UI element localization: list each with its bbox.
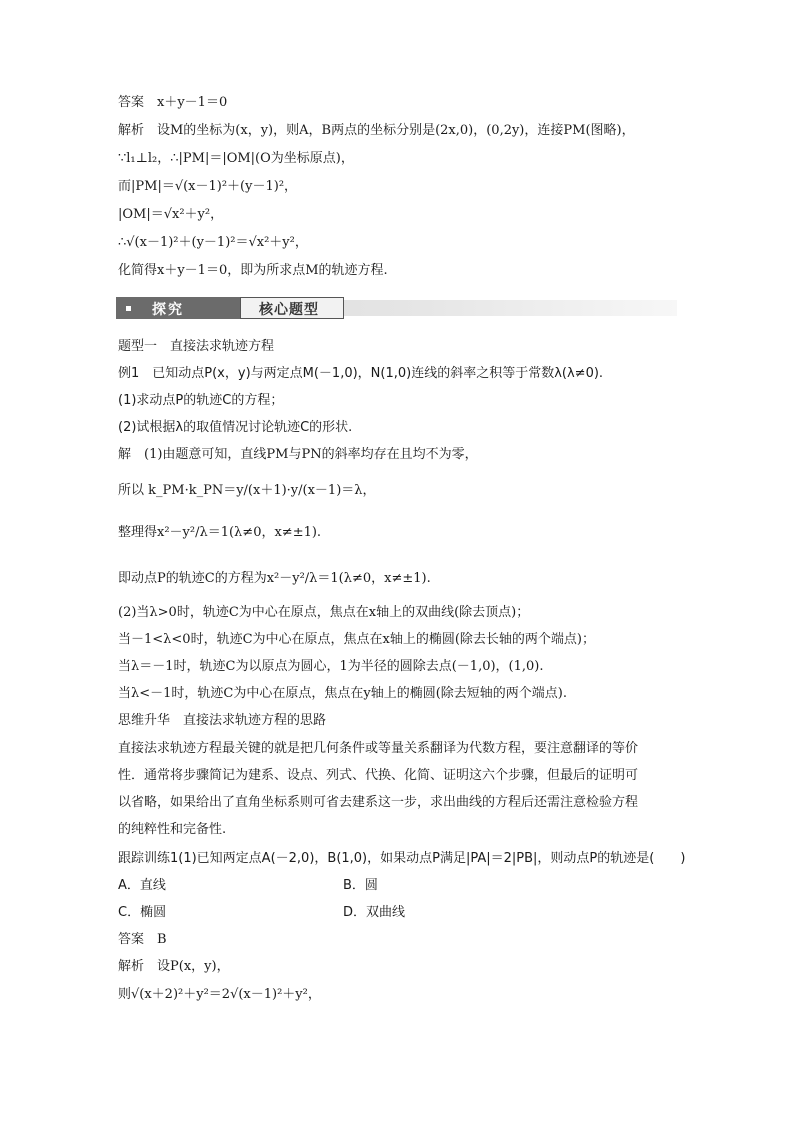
solution-line: 整理得x²－y²/λ＝1(λ≠0，x≠±1). <box>118 525 322 540</box>
banner-tab-explore <box>116 297 240 319</box>
question-1: (1)求动点P的轨迹C的方程； <box>118 393 284 408</box>
solution-line: 当－1<λ<0时，轨迹C为中心在原点，焦点在x轴上的椭圆(除去长轴的两个端点)； <box>118 632 595 647</box>
option-a: A．直线 <box>118 878 166 893</box>
summary-line: 性．通常将步骤简记为建系、设点、列式、代换、化简、证明这六个步骤，但最后的证明可 <box>118 768 639 783</box>
summary-line: 的纯粹性和完备性. <box>118 822 227 837</box>
analysis-line: 化简得x＋y－1＝0，即为所求点M的轨迹方程. <box>118 263 388 278</box>
answer-line: 答案 x＋y－1＝0 <box>118 95 228 110</box>
solution-line: 所以 k_PM·k_PN＝y/(x＋1)·y/(x－1)＝λ， <box>118 483 376 498</box>
banner-tab-core-label: 核心题型 <box>259 302 319 318</box>
section-title: 题型一 直接法求轨迹方程 <box>118 339 275 354</box>
example-statement: 例1 已知动点P(x，y)与两定点M(－1,0)，N(1,0)连线的斜率之积等于常数λ(λ≠0). <box>118 366 604 381</box>
option-b: B．圆 <box>343 878 378 893</box>
summary-line: 直接法求轨迹方程最关键的就是把几何条件或等量关系翻译为代数方程，要注意翻译的等价 <box>118 741 639 756</box>
summary-line: 以省略，如果给出了直角坐标系则可省去建系这一步，求出曲线的方程后还需注意检验方程 <box>118 795 639 810</box>
analysis-line: 而|PM|＝√(x－1)²＋(y－1)²， <box>118 179 298 194</box>
summary-title: 思维升华 直接法求轨迹方程的思路 <box>118 713 327 728</box>
section-banner <box>116 297 677 319</box>
exercise-analysis: 则√(x＋2)²＋y²＝2√(x－1)²＋y²， <box>118 987 321 1002</box>
analysis-line: ∵l₁⊥l₂，∴|PM|＝|OM|(O为坐标原点)， <box>118 151 354 166</box>
analysis-line: ∴√(x－1)²＋(y－1)²＝√x²＋y²， <box>118 235 308 250</box>
banner-tab-core <box>240 297 344 319</box>
question-2: (2)试根据λ的取值情况讨论轨迹C的形状. <box>118 420 353 435</box>
exercise-analysis: 解析 设P(x，y)， <box>118 959 230 974</box>
analysis-line: |OM|＝√x²＋y²， <box>118 207 224 222</box>
option-d: D．双曲线 <box>343 905 406 920</box>
solution-line: 解 (1)由题意可知，直线PM与PN的斜率均存在且均不为零， <box>118 447 478 462</box>
solution-line: 当λ<－1时，轨迹C为中心在原点，焦点在y轴上的椭圆(除去短轴的两个端点). <box>118 686 567 701</box>
exercise-statement: 跟踪训练1(1)已知两定点A(－2,0)，B(1,0)，如果动点P满足|PA|＝2|PB|，则动点P的轨迹是( ) <box>118 851 686 866</box>
exercise-answer: 答案 B <box>118 932 167 947</box>
solution-line: (2)当λ>0时，轨迹C为中心在原点，焦点在x轴上的双曲线(除去顶点)； <box>118 605 530 620</box>
banner-tab-explore-label: 探究 <box>152 302 184 318</box>
analysis-line: 解析 设M的坐标为(x，y)，则A，B两点的坐标分别是(2x,0)，(0,2y)，连接PM(图略)， <box>118 123 635 138</box>
square-bullet-icon <box>126 306 131 311</box>
solution-line: 即动点P的轨迹C的方程为x²－y²/λ＝1(λ≠0，x≠±1). <box>118 571 431 586</box>
solution-line: 当λ＝－1时，轨迹C为以原点为圆心，1为半径的圆除去点(－1,0)，(1,0). <box>118 659 544 674</box>
option-c: C．椭圆 <box>118 905 167 920</box>
